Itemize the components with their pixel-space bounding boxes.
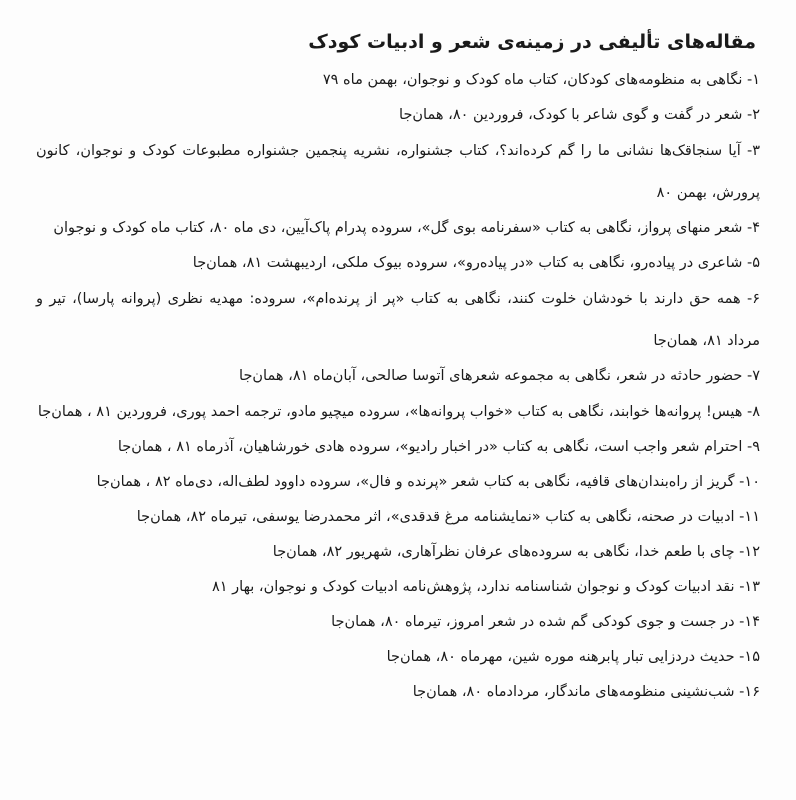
list-item: ۸- هیس! پروانه‌ها خوابند، نگاهی به کتاب «خواب پروانه‌ها»، سروده میچیو مادو، ترجمه احمد پوری، فروردین ۸۱ ، همان‌جا xyxy=(37,404,760,420)
list-item: ۱۵- حدیث دردزایی تبار پابرهنه موره شین، مهرماه ۸۰، همان‌جا xyxy=(386,649,760,665)
list-item: ۱۰- گریز از راه‌بندان‌های قافیه، نگاهی به کتاب شعر «پرنده و فال»، سروده داوود لطف‌اله، دی‌ماه ۸۲ ، همان‌جا xyxy=(96,474,760,490)
list-item: ۶- همه حق دارند با خودشان خلوت کنند، نگاهی به کتاب «پر از پرنده‌ام»، سروده: مهدیه نظری (پروانه پارسا)، تیر و مرداد ۸۱، همان‌جا xyxy=(36,291,760,349)
list-item: ۱۶- شب‌نشینی منظومه‌های ماندگار، مردادماه ۸۰، همان‌جا xyxy=(412,684,760,700)
list-item: ۳- آیا سنجاقک‌ها نشانی ما را گم کرده‌اند؟، کتاب جشنواره، نشریه پنجمین جشنواره مطبوعات کودک و نوجوان، کانون پرورش، بهمن ۸۰ xyxy=(36,143,760,201)
list-item: ۱۲- چای با طعم خدا، نگاهی به سروده‌های عرفان نظرآهاری، شهریور ۸۲، همان‌جا xyxy=(272,544,760,560)
article-list xyxy=(36,70,760,703)
list-item: ۱۱- ادبیات در صحنه، نگاهی به کتاب «نمایشنامه مرغ قدقدی»، اثر محمدرضا یوسفی، تیرماه ۸۲، همان‌جا xyxy=(136,509,760,525)
list-item: ۹- احترام شعر واجب است، نگاهی به کتاب «در اخبار رادیو»، سروده هادی خورشاهیان، آذرماه ۸۱ ، همان‌جا xyxy=(117,439,760,455)
list-item: ۲- شعر در گفت و گوی شاعر با کودک، فروردین ۸۰، همان‌جا xyxy=(399,107,760,123)
page-title: مقاله‌های تألیفی در زمینه‌ی شعر و ادبیات کودک xyxy=(308,31,756,53)
list-item: ۵- شاعری در پیاده‌رو، نگاهی به کتاب «در پیاده‌رو»، سروده بیوک ملکی، اردیبهشت ۸۱، همان‌جا xyxy=(192,255,760,271)
list-item: ۷- حضور حادثه در شعر، نگاهی به مجموعه شعرهای آتوسا صالحی، آبان‌ماه ۸۱، همان‌جا xyxy=(239,368,760,384)
list-item: ۱- نگاهی به منظومه‌های کودکان، کتاب ماه کودک و نوجوان، بهمن ماه ۷۹ xyxy=(322,72,760,88)
list-item: ۱۳- نقد ادبیات کودک و نوجوان شناسنامه ندارد، پژوهش‌نامه ادبیات کودک و نوجوان، بهار ۸۱ xyxy=(211,579,760,595)
list-item: ۱۴- در جست و جوی کودکی گم شده در شعر امروز، تیرماه ۸۰، همان‌جا xyxy=(331,614,760,630)
list-item: ۴- شعر منهای پرواز، نگاهی به کتاب «سفرنامه بوی گل»، سروده پدرام پاک‌آیین، دی ماه ۸۰، کتاب ماه کودک و نوجوان xyxy=(53,220,760,236)
